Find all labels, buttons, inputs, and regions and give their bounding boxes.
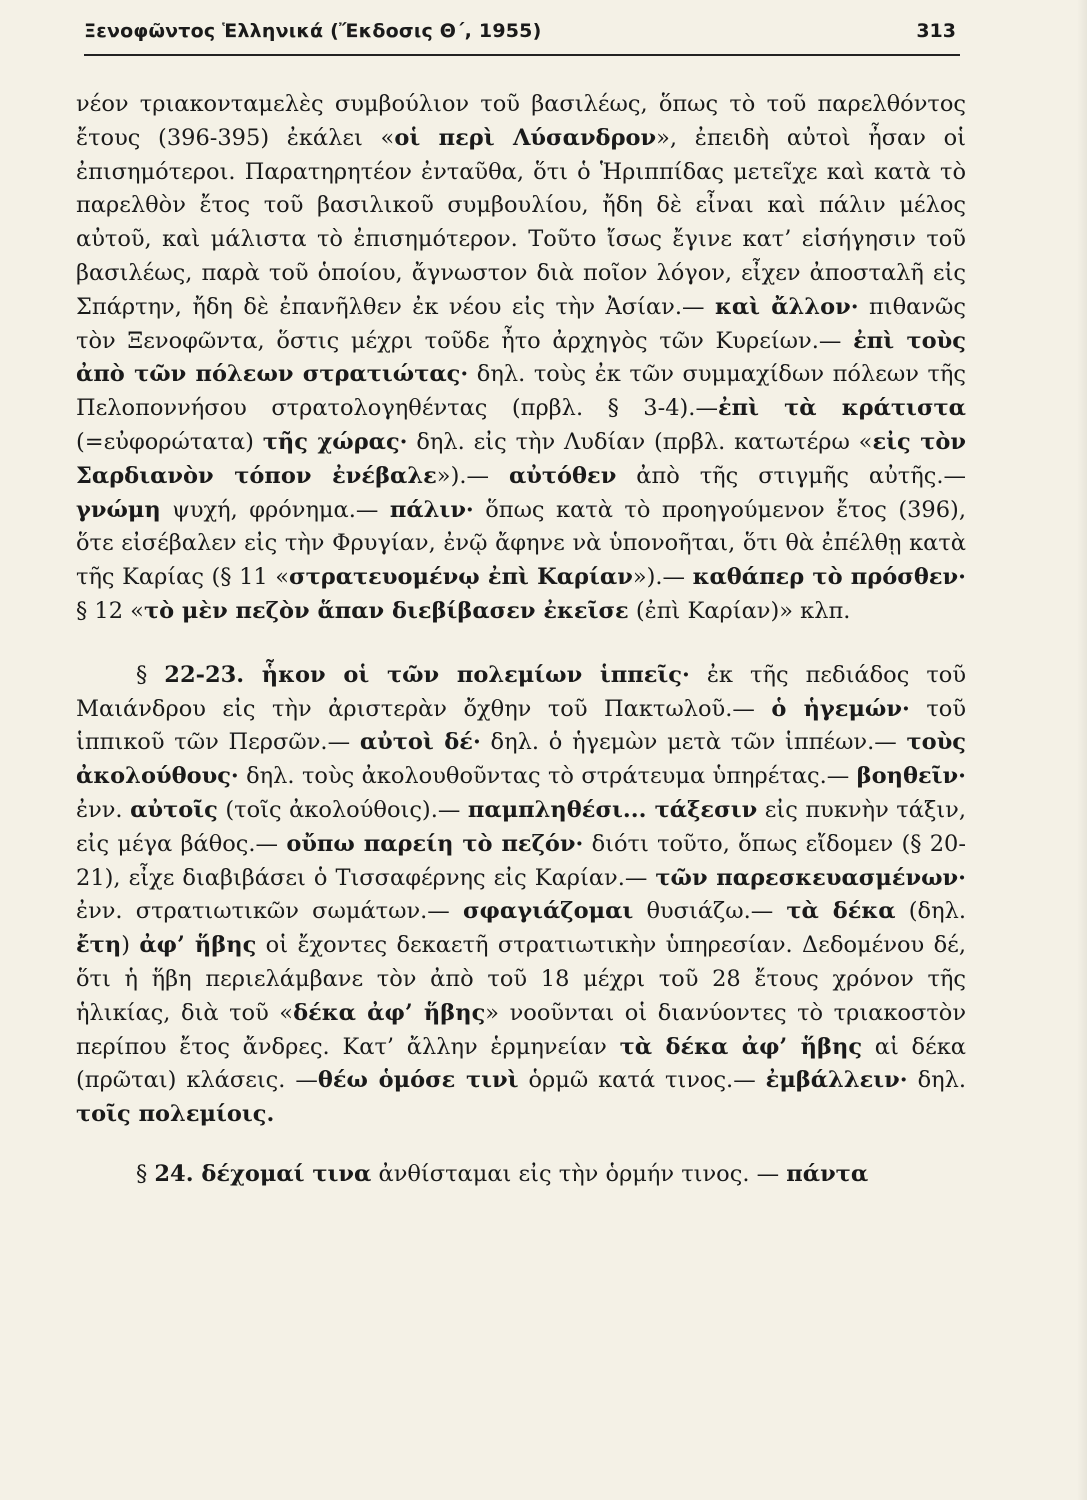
lemma-term: τὸ μὲν πεζὸν ἅπαν διεβίβασεν ἐκεῖσε (143, 597, 629, 624)
lemma-term: αὐτοὶ δέ· (359, 729, 481, 756)
commentary-text: ἐκ τῆς πεδιάδος τοῦ Μαιάνδρου εἰς τὴν ἀριστερὰν ὄχθην τοῦ Πακτωλοῦ.— (76, 661, 966, 722)
lemma-term: καθάπερ τὸ πρόσθεν· (692, 564, 966, 591)
lemma-term: εἰς τὸν Σαρδιανὸν τόπον ἐνέβαλε (76, 428, 966, 489)
commentary-text: εἰς πυκνὴν τάξιν, εἰς μέγα βάθος.— (76, 796, 966, 857)
commentary-text: ἐνν. (76, 796, 131, 823)
lemma-term: τῶν παρεσκευασμένων· (655, 864, 966, 891)
commentary-text: δηλ. τοὺς ἐκ τῶν συμμαχίδων πόλεων τῆς Πελοποννήσου στρατολογηθέντας (πρβλ. § 3-4).— (76, 361, 966, 422)
commentary-text: ἐνν. στρατιωτικῶν σωμάτων.— (76, 898, 463, 925)
lemma-term: θέω ὁμόσε τινὶ (317, 1067, 519, 1094)
commentary-text: διότι τοῦτο, ὅπως εἴδομεν (§ 20-21), εἶχε διαβιβάσει ὁ Τισσαφέρνης εἰς Καρίαν.— (76, 830, 966, 891)
running-header (84, 14, 960, 56)
commentary-text: »).— (436, 462, 509, 489)
page-edge-shadow (1077, 0, 1087, 1500)
commentary-text: πιθανῶς τὸν Ξενοφῶντα, ὅστις μέχρι τοῦδε ἦτο ἀρχηγὸς τῶν Κυρείων.— (76, 293, 967, 354)
commentary-text: δηλ. εἰς τὴν Λυδίαν (πρβλ. κατωτέρω « (407, 428, 873, 455)
commentary-text: οἱ ἔχοντες δεκαετῆ στρατιωτικὴν ὑπηρεσίαν. Δεδομένου δέ, ὅτι ἡ ἥβη περιελάμβανε τὸν ἀπὸ τοῦ 18 μέχρι τοῦ 28 ἔτους χρόνον τῆς ἡλικίας, διὰ τοῦ « (76, 932, 966, 1026)
lemma-term: αὐτόθεν (508, 462, 617, 489)
lemma-term: γνώμη (76, 496, 161, 523)
lemma-term: ἐπὶ τὰ κράτιστα (717, 395, 966, 422)
commentary-paragraph (76, 88, 966, 629)
commentary-text: ἀνθίσταμαι εἰς τὴν ὁρμήν τινος. — (371, 1160, 787, 1187)
commentary-text: δηλ. (907, 1067, 967, 1094)
lemma-term: αὐτοῖς (130, 796, 218, 823)
lemma-term: καὶ ἄλλον· (715, 293, 859, 320)
page-number: 313 (916, 20, 956, 42)
commentary-body (76, 88, 966, 1192)
commentary-text: § (136, 661, 165, 688)
lemma-term: δέκα ἀφ’ ἥβης (293, 999, 486, 1026)
lemma-term: ἀφ’ ἥβης (139, 932, 257, 959)
commentary-text: (τοῖς ἀκολούθοις).— (217, 796, 468, 823)
lemma-term: ἔτη (76, 932, 122, 959)
lemma-term: οὔπω παρείη τὸ πεζόν· (286, 830, 584, 857)
lemma-term: τοῖς πολεμίοις. (76, 1101, 275, 1128)
commentary-text: § 12 « (76, 597, 144, 624)
lemma-term: τῆς χώρας· (262, 428, 408, 455)
lemma-term: πάντα (786, 1160, 869, 1187)
commentary-text: », ἐπειδὴ αὐτοὶ ἦσαν οἱ ἐπισημότεροι. Παρατηρητέον ἐνταῦθα, ὅτι ὁ Ἡριππίδας μετεῖχε καὶ κατὰ τὸ παρελθὸν ἔτος τοῦ βασιλικοῦ συμβουλίου, ἤδη δὲ εἶναι καὶ πάλιν μέλος αὐτοῦ, καὶ μάλιστα τὸ ἐπισημότερον. Τοῦτο ἴσως ἔγινε κατ’ εἰσήγησιν τοῦ βασιλέως, παρὰ τοῦ ὁποίου, ἄγνωστον διὰ ποῖον λόγον, εἶχεν ἀποσταλῆ εἰς Σπάρτην, ἤδη δὲ ἐπανῆλθεν ἐκ νέου εἰς τὴν Ἀσίαν.— (76, 124, 966, 320)
commentary-text: ἀπὸ τῆς στιγμῆς αὐτῆς.— (616, 462, 966, 489)
commentary-text: δηλ. ὁ ἡγεμὼν μετὰ τῶν ἱππέων.— (480, 729, 907, 756)
commentary-text: ) (121, 932, 140, 959)
lemma-term: τοὺς ἀκολούθους· (76, 729, 967, 790)
commentary-paragraph (76, 659, 966, 1132)
lemma-term: οἱ περὶ Λύσανδρον (394, 124, 657, 151)
commentary-paragraph (76, 1158, 966, 1192)
lemma-term: στρατευομένῳ ἐπὶ Καρίαν (289, 564, 633, 591)
commentary-text: αἱ δέκα (πρῶται) κλάσεις. — (76, 1033, 967, 1094)
lemma-term: σφαγιάζομαι (462, 898, 634, 925)
lemma-term: πάλιν· (389, 496, 474, 523)
commentary-text: δηλ. τοὺς ἀκολουθοῦντας τὸ στράτευμα ὑπηρέτας.— (238, 763, 857, 790)
lemma-term: τὰ δέκα (786, 898, 896, 925)
commentary-text: (=εὐφορώτατα) (76, 428, 263, 455)
lemma-term: βοηθεῖν· (856, 763, 966, 790)
commentary-text: νέον τριακονταμελὲς συμβούλιον τοῦ βασιλέως, ὅπως τὸ τοῦ παρελθόντος ἔτους (396-395) ἐκάλει « (76, 91, 966, 151)
commentary-text: (ἐπὶ Καρίαν)» κλπ. (628, 597, 851, 624)
lemma-term: 24. δέχομαί τινα (154, 1160, 372, 1187)
commentary-text: θυσιάζω.— (633, 898, 787, 925)
commentary-text: ὅπως κατὰ τὸ προηγούμενον ἔτος (396), ὅτε εἰσέβαλεν εἰς τὴν Φρυγίαν, ἐνῷ ἄφηνε νὰ ὑπονοῆται, ὅτι θὰ ἐπέλθῃ κατὰ τῆς Καρίας (§ 11 « (76, 496, 966, 591)
lemma-term: ἐπὶ τοὺς ἀπὸ τῶν πόλεων στρατιώτας· (76, 327, 966, 388)
lemma-term: 22-23. ἧκον οἱ τῶν πολεμίων ἱππεῖς· (164, 661, 690, 688)
commentary-text: » νοοῦνται οἱ διανύοντες τὸ τριακοστὸν περίπου ἔτος ἄνδρες. Κατ’ ἄλλην ἑρμηνείαν (76, 999, 966, 1060)
commentary-text: τοῦ ἱππικοῦ τῶν Περσῶν.— (76, 695, 966, 756)
commentary-text: (δηλ. (895, 898, 966, 925)
lemma-term: ἐμβάλλειν· (765, 1067, 908, 1094)
commentary-text: ὁρμῶ κατά τινος.— (518, 1067, 766, 1094)
lemma-term: ὁ ἡγεμών· (771, 695, 910, 722)
commentary-text: § (136, 1160, 155, 1187)
commentary-text: »).— (632, 564, 693, 591)
lemma-term: παμπληθέσι... τάξεσιν (467, 796, 758, 823)
lemma-term: τὰ δέκα ἀφ’ ἥβης (619, 1033, 863, 1060)
commentary-text: ψυχή, φρόνημα.— (160, 496, 390, 523)
running-title: Ξενοφῶντος Ἑλληνικά (Ἔκδοσις Θ΄, 1955) (84, 20, 542, 42)
